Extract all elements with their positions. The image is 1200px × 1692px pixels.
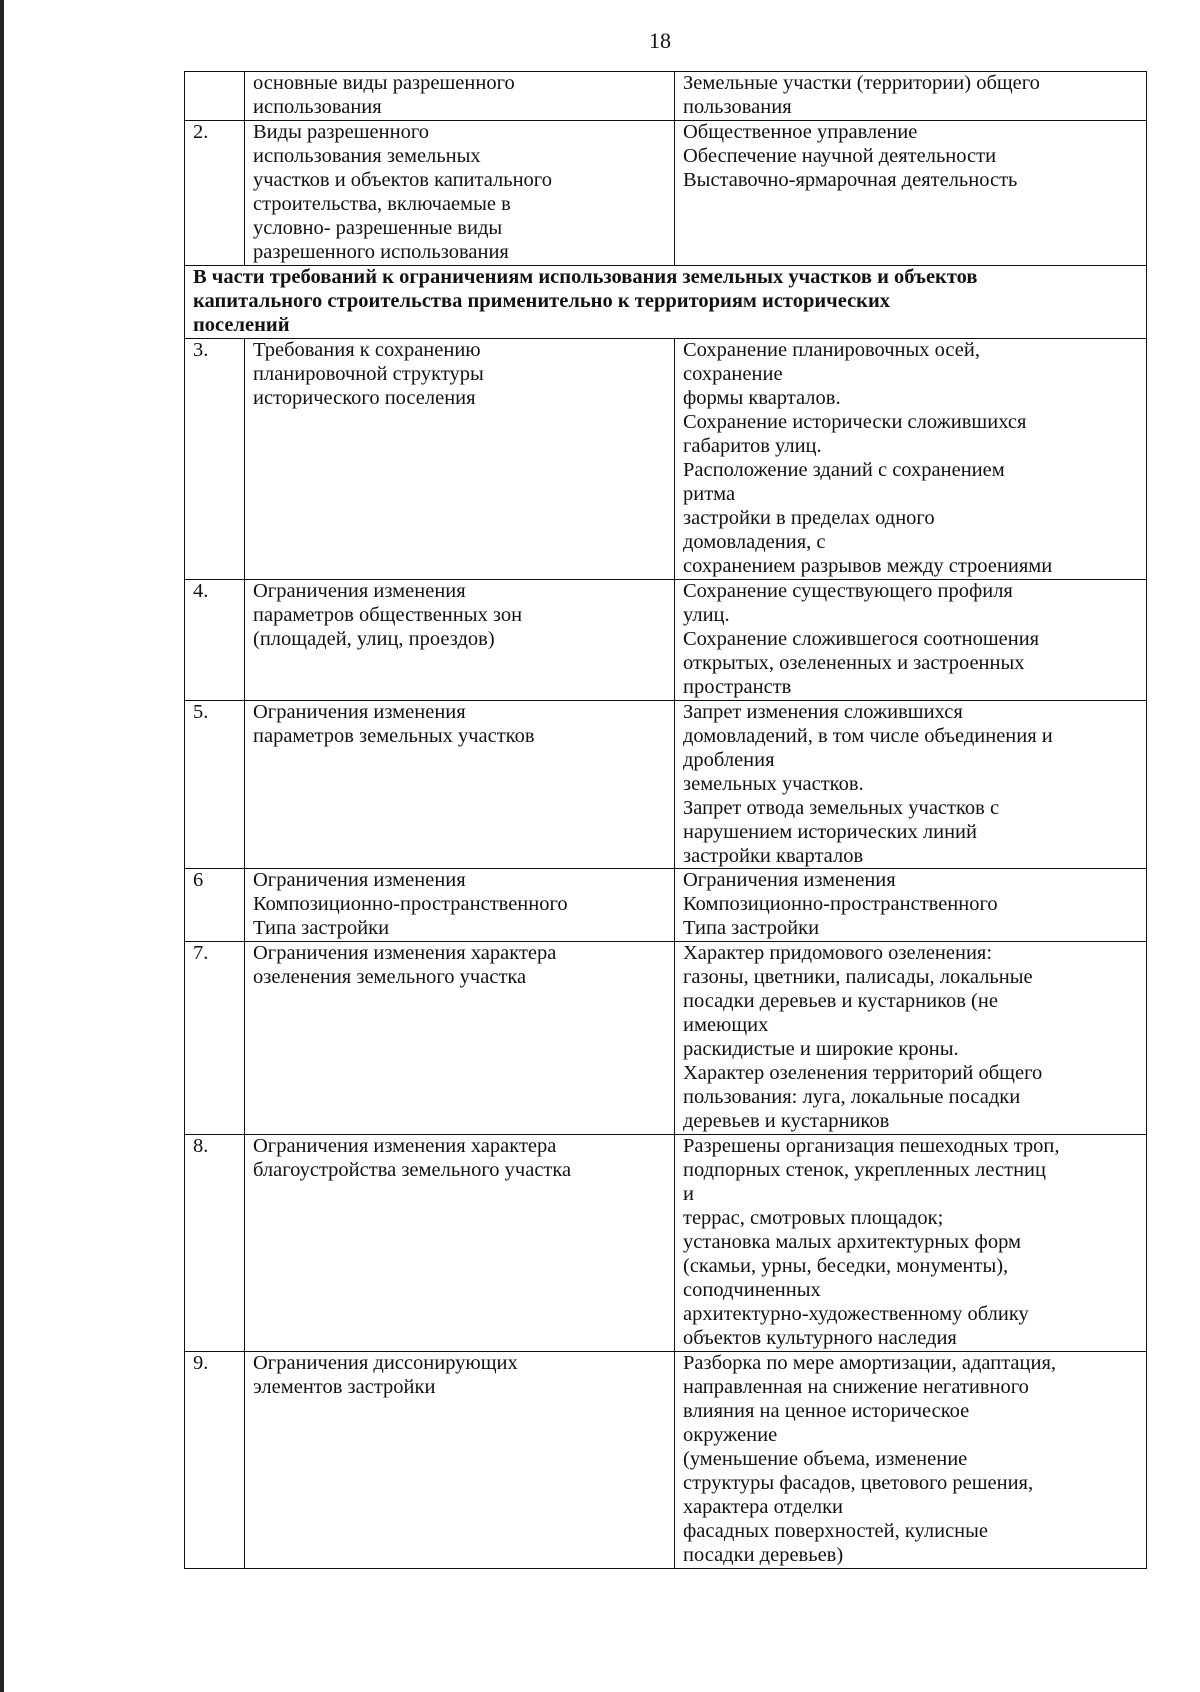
- table-row: [185, 72, 1147, 121]
- requirement-cell-line: Композиционно-пространственного: [253, 893, 568, 916]
- section-heading-line: капитального строительства применительно к территориям исторических: [193, 289, 891, 312]
- requirement-cell-line: озеленения земельного участка: [253, 966, 527, 989]
- requirement-cell-line: использования: [253, 95, 382, 118]
- table-row: [185, 700, 1147, 869]
- description-cell-line: посадки деревьев): [683, 1544, 844, 1567]
- description-cell-line: сохранение: [683, 362, 783, 385]
- description-cell-line: сохранением разрывов между строениями: [683, 554, 1053, 577]
- description-cell-line: окружение: [683, 1424, 778, 1447]
- description-cell-line: застройки в пределах одного: [683, 506, 935, 529]
- description-cell-line: домовладения, с: [683, 530, 826, 553]
- description-cell-line: Характер озеленения территорий общего: [683, 1062, 1043, 1085]
- requirement-cell-line: строительства, включаемые в: [253, 192, 511, 215]
- table-row: [185, 1352, 1147, 1569]
- requirement-cell-line: параметров земельных участков: [253, 724, 535, 747]
- requirement-cell: [245, 579, 675, 700]
- table-row: [185, 942, 1147, 1135]
- description-cell-line: пользования: луга, локальные посадки: [683, 1086, 1021, 1109]
- requirement-cell: [245, 700, 675, 869]
- requirement-cell-line: Требования к сохранению: [253, 338, 481, 361]
- requirement-cell: [245, 869, 675, 942]
- requirement-cell-line: разрешенного использования: [253, 240, 509, 263]
- requirement-cell-line: Виды разрешенного: [253, 120, 429, 143]
- description-cell-line: застройки кварталов: [683, 844, 864, 867]
- requirement-cell-line: Ограничения изменения: [253, 579, 466, 602]
- description-cell-line: дробления: [683, 748, 775, 771]
- description-cell-line: земельных участков.: [683, 772, 864, 795]
- description-cell-line: структуры фасадов, цветового решения,: [683, 1472, 1034, 1495]
- description-cell-line: посадки деревьев и кустарников (не: [683, 990, 998, 1013]
- description-cell-line: Выставочно-ярмарочная деятельность: [683, 168, 1018, 191]
- description-cell-line: Типа застройки: [683, 917, 820, 940]
- table-row: [185, 869, 1147, 942]
- row-number: 2.: [185, 120, 245, 265]
- requirement-cell-line: планировочной структуры: [253, 362, 484, 385]
- requirement-cell-line: участков и объектов капитального: [253, 168, 552, 191]
- requirement-cell: [245, 120, 675, 265]
- requirement-cell: [245, 338, 675, 579]
- page-number: 18: [649, 28, 671, 53]
- requirement-cell-line: Типа застройки: [253, 917, 390, 940]
- description-cell-line: деревьев и кустарников: [683, 1110, 890, 1133]
- row-number: 9.: [185, 1352, 245, 1569]
- description-cell-line: газоны, цветники, палисады, локальные: [683, 966, 1033, 989]
- section-heading-line: В части требований к ограничениям использования земельных участков и объектов: [193, 265, 978, 288]
- row-number: 8.: [185, 1135, 245, 1352]
- row-number: 4.: [185, 579, 245, 700]
- description-cell: [675, 869, 1147, 942]
- description-cell-line: архитектурно-художественному облику: [683, 1303, 1029, 1326]
- description-cell-line: домовладений, в том числе объединения и: [683, 724, 1053, 747]
- requirement-cell-line: использования земельных: [253, 144, 481, 167]
- requirement-cell: [245, 942, 675, 1135]
- description-cell-line: подпорных стенок, укрепленных лестниц: [683, 1159, 1046, 1182]
- description-cell: [675, 72, 1147, 121]
- requirement-cell-line: (площадей, улиц, проездов): [253, 627, 495, 650]
- description-cell-line: ритма: [683, 482, 736, 505]
- description-cell-line: фасадных поверхностей, кулисные: [683, 1520, 989, 1543]
- table-row: [185, 338, 1147, 579]
- description-cell-line: соподчиненных: [683, 1279, 821, 1302]
- description-cell-line: открытых, озелененных и застроенных: [683, 651, 1025, 674]
- description-cell-line: установка малых архитектурных форм: [683, 1231, 1021, 1254]
- table-body: [185, 72, 1147, 1569]
- requirement-cell-line: исторического поселения: [253, 386, 476, 409]
- zoning-table: [184, 71, 1147, 1569]
- row-number: [185, 72, 245, 121]
- table-row: [185, 579, 1147, 700]
- requirement-cell: [245, 1135, 675, 1352]
- description-cell-line: Запрет изменения сложившихся: [683, 700, 963, 723]
- description-cell-line: Композиционно-пространственного: [683, 893, 998, 916]
- description-cell-line: Расположение зданий с сохранением: [683, 458, 1005, 481]
- requirement-cell-line: Ограничения изменения: [253, 700, 466, 723]
- description-cell-line: Сохранение существующего профиля: [683, 579, 1013, 602]
- section-heading-line: поселений: [193, 313, 290, 336]
- description-cell-line: Характер придомового озеленения:: [683, 942, 993, 965]
- row-number: 3.: [185, 338, 245, 579]
- table-row: [185, 120, 1147, 265]
- description-cell-line: пространств: [683, 675, 792, 698]
- requirement-cell-line: Ограничения диссонирующих: [253, 1352, 518, 1375]
- scan-edge: [0, 0, 4, 1692]
- description-cell-line: и: [683, 1183, 694, 1206]
- description-cell-line: габаритов улиц.: [683, 434, 822, 457]
- description-cell-line: характера отделки: [683, 1496, 844, 1519]
- row-number: 6: [185, 869, 245, 942]
- description-cell: [675, 1135, 1147, 1352]
- description-cell-line: Земельные участки (территории) общего: [683, 72, 1040, 94]
- description-cell: [675, 942, 1147, 1135]
- description-cell-line: Сохранение сложившегося соотношения: [683, 627, 1040, 650]
- row-number: 5.: [185, 700, 245, 869]
- description-cell-line: нарушением исторических линий: [683, 820, 977, 843]
- description-cell: [675, 338, 1147, 579]
- description-cell: [675, 579, 1147, 700]
- description-cell-line: Сохранение планировочных осей,: [683, 338, 980, 361]
- requirement-cell-line: основные виды разрешенного: [253, 72, 515, 94]
- description-cell-line: (скамьи, урны, беседки, монументы),: [683, 1255, 1009, 1278]
- description-cell-line: имеющих: [683, 1014, 769, 1037]
- description-cell-line: террас, смотровых площадок;: [683, 1207, 944, 1230]
- description-cell-line: направленная на снижение негативного: [683, 1376, 1029, 1399]
- section-heading-row: [185, 265, 1147, 338]
- requirement-cell-line: Ограничения изменения характера: [253, 1135, 557, 1158]
- description-cell-line: (уменьшение объема, изменение: [683, 1448, 968, 1471]
- description-cell-line: Разрешены организация пешеходных троп,: [683, 1135, 1060, 1158]
- requirement-cell-line: Ограничения изменения: [253, 869, 466, 892]
- description-cell-line: Обеспечение научной деятельности: [683, 144, 997, 167]
- description-cell-line: раскидистые и широкие кроны.: [683, 1038, 959, 1061]
- row-number: 7.: [185, 942, 245, 1135]
- description-cell-line: Общественное управление: [683, 120, 918, 143]
- description-cell-line: Сохранение исторически сложившихся: [683, 410, 1027, 433]
- description-cell-line: влияния на ценное историческое: [683, 1400, 970, 1423]
- description-cell-line: Разборка по мере амортизации, адаптация,: [683, 1352, 1057, 1375]
- table-row: [185, 1135, 1147, 1352]
- requirement-cell-line: параметров общественных зон: [253, 603, 523, 626]
- section-heading: [185, 265, 1147, 338]
- requirement-cell-line: благоустройства земельного участка: [253, 1159, 572, 1182]
- description-cell-line: пользования: [683, 95, 792, 118]
- requirement-cell-line: условно- разрешенные виды: [253, 216, 503, 239]
- requirement-cell: [245, 1352, 675, 1569]
- description-cell-line: объектов культурного наследия: [683, 1327, 957, 1350]
- description-cell-line: Запрет отвода земельных участков с: [683, 796, 1000, 819]
- description-cell-line: формы кварталов.: [683, 386, 841, 409]
- requirement-cell-line: Ограничения изменения характера: [253, 942, 557, 965]
- requirement-cell-line: элементов застройки: [253, 1376, 436, 1399]
- description-cell: [675, 120, 1147, 265]
- description-cell-line: улиц.: [683, 603, 730, 626]
- description-cell-line: Ограничения изменения: [683, 869, 896, 892]
- requirement-cell: [245, 72, 675, 121]
- description-cell: [675, 700, 1147, 869]
- description-cell: [675, 1352, 1147, 1569]
